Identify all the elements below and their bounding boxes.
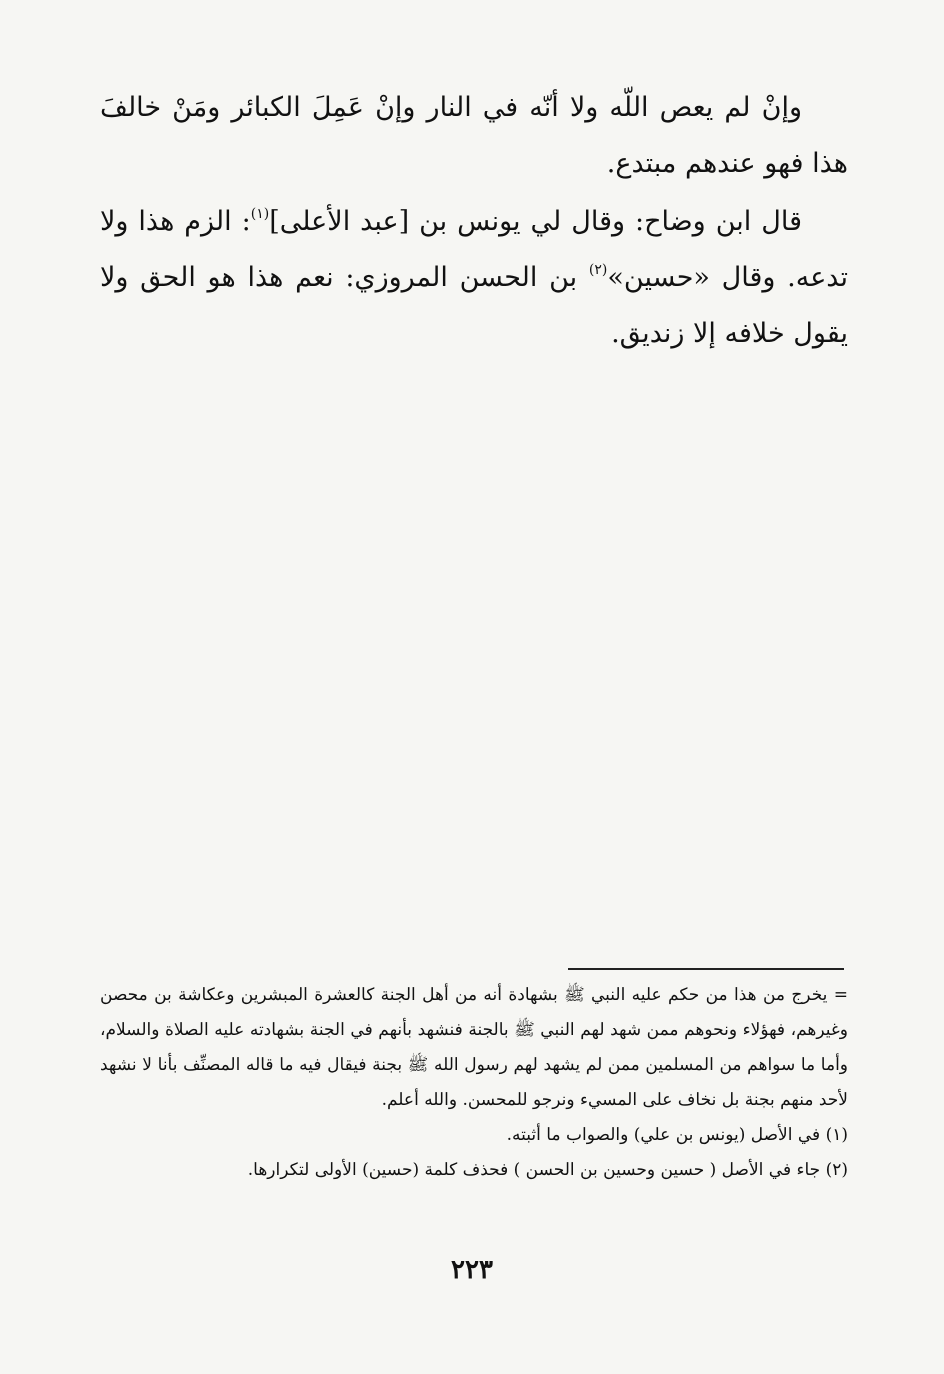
paragraph-2-part-a: قال ابن وضاح: وقال لي يونس بن [عبد الأعلى]	[269, 206, 802, 237]
paragraph-2-part-c: بن الحسن المروزي: نعم هذا هو الحق ولا يقول خلافه إلا زنديق.	[100, 262, 848, 349]
main-text	[100, 80, 848, 364]
paragraph-1: وإنْ لم يعص اللّه ولا أنّه في النار وإنْ عَمِلَ الكبائر ومَنْ خالفَ هذا فهو عندهم مبتدع.	[100, 92, 848, 179]
footnote-2: (٢) جاء في الأصل ( حسين وحسين بن الحسن ) فحذف كلمة (حسين) الأولى لتكرارها.	[247, 1160, 848, 1180]
footnotes	[100, 978, 848, 1188]
footnote-divider	[568, 968, 844, 970]
paragraph-2-part-b: : الزم هذا ولا تدعه. وقال «حسين»	[100, 206, 848, 293]
footnote-continuation: = يخرج من هذا من حكم عليه النبي ﷺ بشهادة أنه من أهل الجنة كالعشرة المبشرين وعكاشة بن محصن وغيرهم، فهؤلاء ونحوهم ممن شهد لهم النبي ﷺ بالجنة فنشهد بأنهم في الجنة بشهادته عليه الصلاة والسلام، وأما ما سواهم من المسلمين ممن لم يشهد لهم رسول الله ﷺ بجنة فيقال فيه ما قاله المصنِّف بأنا لا نشهد لأحد منهم بجنة بل نخاف على المسيء ونرجو للمحسن. والله أعلم.	[100, 985, 848, 1110]
page-number: ٢٢٣	[451, 1255, 493, 1285]
paragraph-2	[100, 194, 848, 362]
footnote-ref-2: (٢)	[588, 262, 608, 278]
footnote-ref-1: (١)	[250, 206, 270, 222]
footnote-1: (١) في الأصل (يونس بن علي) والصواب ما أثبته.	[506, 1125, 848, 1145]
